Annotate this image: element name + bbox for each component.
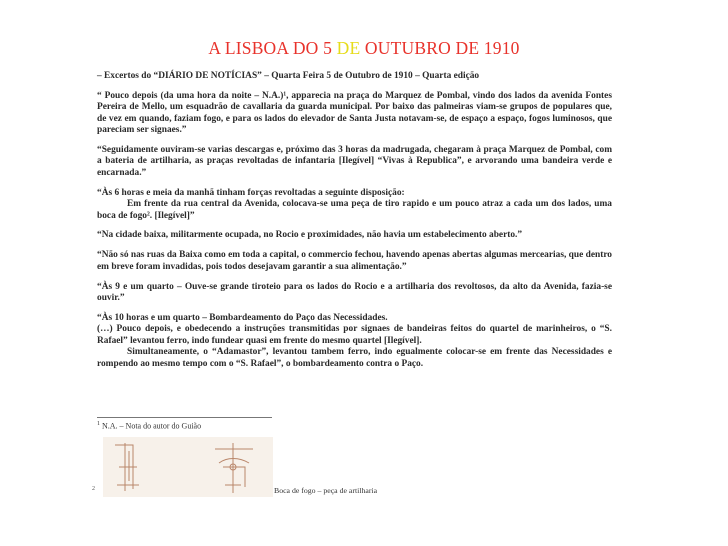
title-part-2: DE: [336, 38, 361, 58]
paragraph: “Não só nas ruas da Baixa como em toda a capital, o commercio fechou, havendo apenas abertas algumas mercearias, que dentro em breve foram invadidas, pois todos desejavam garantir a sua alimentação.”: [97, 250, 612, 272]
footnote-text: N.A. – Nota do autor do Guião: [102, 421, 202, 431]
document-body: [97, 71, 612, 370]
footnote: [97, 421, 201, 431]
paragraph-text: Em frente da rua central da Avenida, colocava-se uma peça de tiro rapido e um pouco atraz a cada um dos lados, uma boca de fogo². [Ilegível]”: [97, 199, 612, 221]
footnote-number: 1: [97, 421, 100, 427]
paragraph: [97, 199, 612, 222]
paragraph-text: Simultaneamente, o “Adamastor”, levantou tambem ferro, indo egualmente colocar-se em frente das Necessidades e rompendo ao mesmo tempo com o “S. Rafael”, o bombardeamento contra o Paço.: [97, 347, 612, 369]
image-footnote-number: 2: [92, 486, 95, 492]
paragraph: “Às 10 horas e um quarto – Bombardeamento do Paço das Necessidades.: [97, 313, 388, 323]
footnote-divider: [97, 417, 272, 418]
paragraph: (…) Pouco depois, e obedecendo a instruções transmitidas por signaes de bandeiras feitos do quartel de marinheiros, o “S. Rafael” levantou ferro, indo fundear quasi em frente do mesmo quartel [Ilegível].: [97, 324, 612, 346]
paragraph: “ Pouco depois (da uma hora da noite – N.A.)¹, apparecia na praça do Marquez de Pombal, vindo dos lados da avenida Fontes Pereira de Mello, um esquadrão de cavallaria da guarda municipal. Por baixo das palmeiras viam-se grupos de populares que, de vez em quando, faziam fogo, e para os lados do elevador de Santa Justa notavam-se, de espaço a espaço, fogos luminosos, que pareciam ser signaes.”: [97, 90, 612, 136]
paragraph: “Na cidade baixa, militarmente ocupada, no Rocio e proximidades, não havia um estabelecimento aberto.”: [97, 230, 523, 241]
paragraph: “Às 9 e um quarto – Ouve-se grande tiroteio para os lados do Rocio e a artilharia dos revoltosos, da alto da Avenida, fazia-se ouvir.”: [97, 281, 612, 304]
image-caption: Boca de fogo – peça de artilharia: [274, 486, 378, 495]
cannon-sketch-image: [103, 437, 273, 497]
paragraph: “Seguidamente ouviram-se varias descargas e, próximo das 3 horas da madrugada, chegaram à praça Marquez de Pombal, com a bateria de artilharia, as praças revoltadas de infantaria [Ilegível] “Vivas à Republica”, e arvorando uma bandeira verde e encarnada.”: [97, 145, 612, 178]
paragraph: “Às 6 horas e meia da manhã tinham forças revoltadas a seguinte disposição:: [97, 187, 405, 198]
title-part-3: OUTUBRO DE 1910: [360, 38, 520, 58]
paragraph: [97, 347, 612, 370]
title-part-1: A LISBOA DO 5: [208, 38, 337, 58]
intro-line: – Excertos do “DIÁRIO DE NOTÍCIAS” – Quarta Feira 5 de Outubro de 1910 – Quarta edição: [97, 71, 480, 81]
document-title: [0, 38, 728, 59]
